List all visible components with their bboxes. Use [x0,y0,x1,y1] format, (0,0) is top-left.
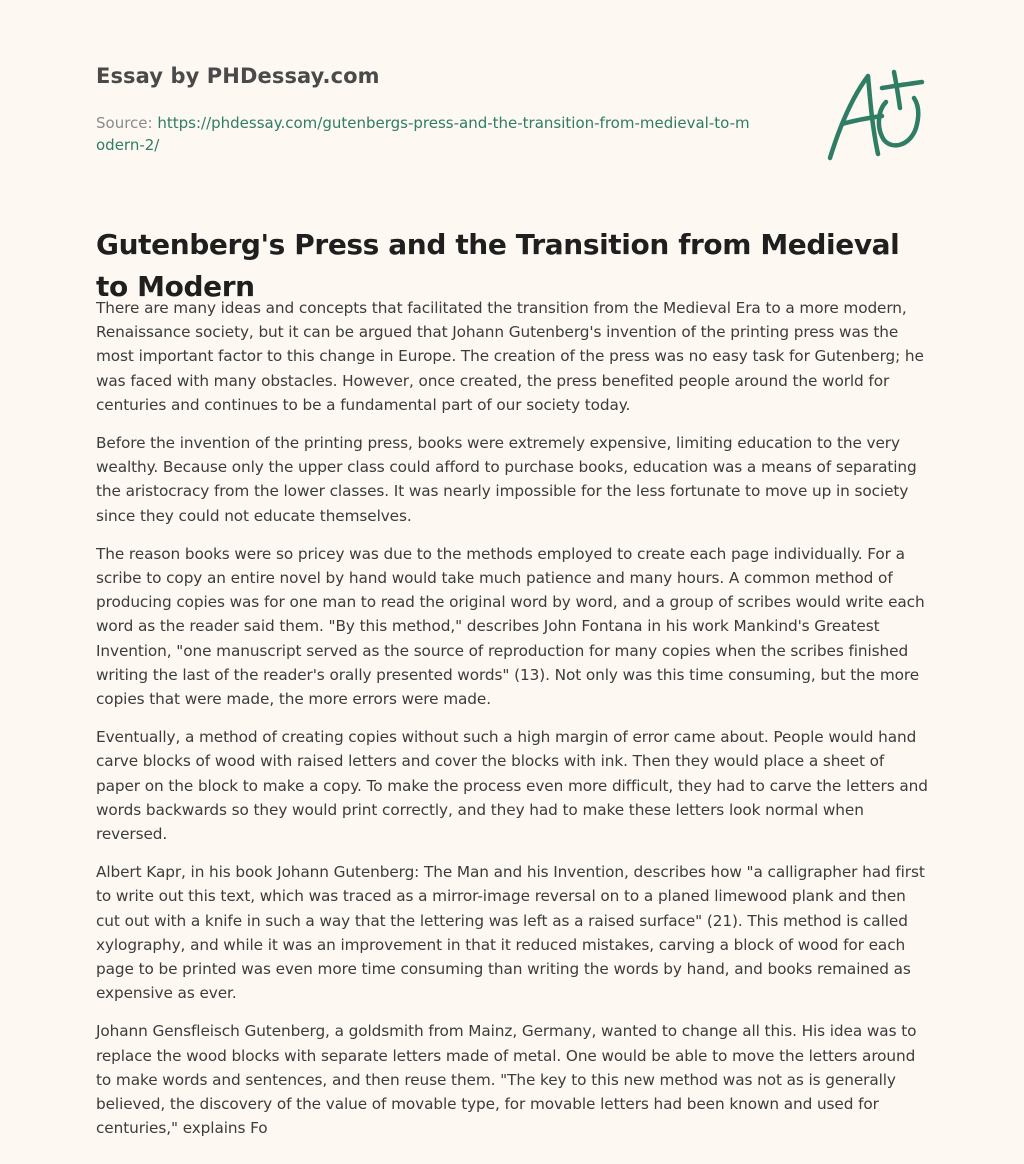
essay-paragraph: Eventually, a method of creating copies without such a high margin of error came about. People would hand carve blocks of wood with raised letters and cover the blocks with ink. Then they would place a sheet of paper on the block to make a copy. To make the process even more difficult, they had to carve the letters and words backwards so they would print correctly, and they had to make these letters look normal when reversed. [96,728,928,844]
essay-paragraph: Before the invention of the printing press, books were extremely expensive, limiting education to the very wealthy. Because only the upper class could afford to purchase books, education was a means of separating the aristocracy from the lower classes. It was nearly impossible for the less fortunate to move up in society since they could not educate themselves. [96,434,917,525]
essay-paragraph: Albert Kapr, in his book Johann Gutenberg: The Man and his Invention, describes how "a calligrapher had first to write out this text, which was traced as a mirror-image reversal on to a planed limewood plank and then cut out with a knife in such a way that the lettering was left as a raised surface" (21). This method is called xylography, and while it was an improvement in that it reduced mistakes, carving a block of wood for each page to be printed was even more time consuming than writing the words by hand, and books remained as expensive as ever. [96,863,925,1003]
essay-paragraph: The reason books were so pricey was due to the methods employed to create each page individually. For a scribe to copy an entire novel by hand would take much patience and many hours. A common method of producing copies was for one man to read the original word by word, and a group of scribes would write each word as the reader said them. "By this method," describes John Fontana in his work Mankind's Greatest Invention, "one manuscript served as the source of reproduction for many copies when the scribes finished writing the last of the reader's orally presented words" (13). Not only was this time consuming, but the more copies that were made, the more errors were made. [96,544,925,709]
essay-body [96,296,928,1155]
essay-title: Gutenberg's Press and the Transition from Medieval to Modern [96,228,900,303]
source-link[interactable]: https://phdessay.com/gutenbergs-press-and-the-transition-from-medieval-to-modern-2/ [96,114,750,154]
essay-paragraph: Johann Gensfleisch Gutenberg, a goldsmith from Mainz, Germany, wanted to change all this. His idea was to replace the wood blocks with separate letters made of metal. One would be able to move the letters around to make words and sentences, and then reuse them. "The key to this new method was not as is generally believed, the discovery of the value of movable type, for movable letters had been known and used for centuries," explains Fo [96,1022,917,1138]
source-line [96,112,756,156]
source-label: Source: [96,114,153,132]
a-plus-logo-icon [822,68,926,164]
essay-paragraph: There are many ideas and concepts that facilitated the transition from the Medieval Era to a more modern, Renaissance society, but it can be argued that Johann Gutenberg's invention of the printing press was the most important factor to this change in Europe. The creation of the press was no easy task for Gutenberg; he was faced with many obstacles. However, once created, the press benefited people around the world for centuries and continues to be a fundamental part of our society today. [96,299,924,414]
site-title: Essay by PHDessay.com [96,64,380,88]
